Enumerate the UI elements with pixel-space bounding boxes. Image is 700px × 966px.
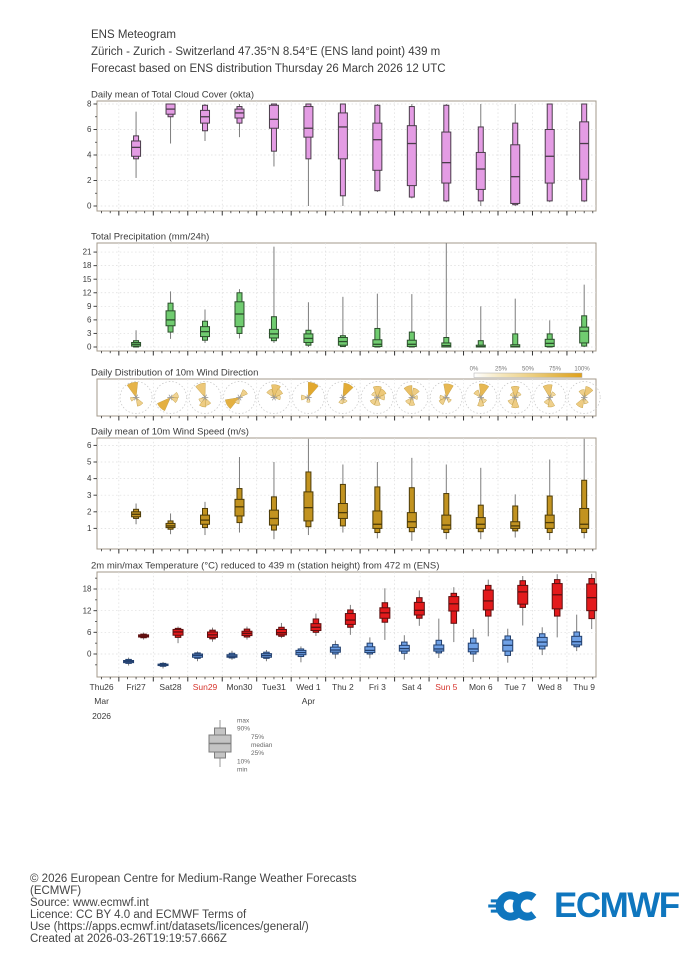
box-25-75	[235, 499, 244, 516]
boxplot-legend	[209, 718, 273, 774]
chart-temp	[83, 561, 597, 682]
chart-wind_dir	[91, 367, 600, 421]
licence-line-2: Use (https://apps.ecmwf.int/datasets/licences/general/)	[30, 921, 309, 933]
day-label: Thu 2	[332, 682, 354, 692]
footer	[30, 873, 357, 945]
box-25-75	[407, 340, 416, 346]
legend-label-min: min	[237, 766, 248, 774]
chart-title: Daily mean of 10m Wind Speed (m/s)	[91, 426, 249, 438]
day-label: Mon30	[226, 682, 253, 692]
y-tick-label: 0	[87, 201, 92, 211]
y-tick-label: 2	[87, 176, 92, 186]
box-25-75	[269, 105, 278, 128]
box-25-75	[304, 107, 313, 138]
y-tick-label: 18	[82, 261, 92, 271]
day-label: Thu26	[89, 682, 114, 692]
chart-title: Total Precipitation (mm/24h)	[91, 231, 210, 243]
wind-legend-gradient	[474, 373, 582, 378]
day-label: Mon 6	[468, 682, 493, 692]
chart-title: Daily Distribution of 10m Wind Direction	[91, 367, 259, 379]
box-25-75	[483, 590, 493, 610]
x-axis-labels	[90, 682, 596, 721]
box-25-75	[442, 132, 451, 183]
box-25-75	[373, 123, 382, 170]
page-title: ENS Meteogram	[91, 29, 177, 41]
y-tick-label: 2	[87, 507, 92, 517]
wind-legend-label: 75%	[548, 366, 562, 373]
box-25-75	[338, 113, 347, 159]
day-label-sunday: Sun 5	[435, 682, 458, 692]
box-25-75	[373, 511, 382, 528]
box-25-75	[407, 513, 416, 528]
day-label: Wed 1	[296, 682, 321, 692]
box-25-75	[338, 504, 347, 519]
day-label: Tue 7	[504, 682, 526, 692]
chart-title: Daily mean of Total Cloud Cover (okta)	[91, 89, 254, 101]
box-25-75	[518, 585, 528, 604]
y-tick-label: 12	[82, 288, 92, 298]
copyright-line-1: © 2026 European Centre for Medium-Range Weather Forecasts	[30, 873, 357, 885]
box-25-75	[468, 643, 478, 652]
day-label: Fri 3	[368, 682, 386, 692]
chart-cloud	[87, 90, 596, 216]
day-label-sunday: Sun29	[192, 682, 218, 692]
y-tick-label: 21	[82, 247, 92, 257]
box-25-75	[434, 645, 444, 651]
y-tick-label: 6	[87, 441, 92, 450]
month-label: Mar	[94, 696, 109, 706]
ecmwf-logo-text: ECMWF	[554, 886, 679, 925]
box-25-75	[580, 327, 589, 343]
ecmwf-logo	[487, 888, 679, 924]
chart-wind_speed	[87, 427, 596, 554]
day-label: Sat 4	[401, 682, 422, 692]
box-25-75	[476, 152, 485, 189]
box-25-75	[269, 510, 278, 525]
box-25-75	[476, 518, 485, 529]
y-tick-label: 6	[87, 125, 92, 135]
wind-legend-label: 50%	[521, 366, 535, 373]
day-label: Wed 8	[537, 682, 562, 692]
forecast-basis-line: Forecast based on ENS distribution Thursday 26 March 2026 12 UTC	[91, 63, 446, 75]
plot-frame	[97, 243, 596, 351]
box-25-75	[442, 343, 451, 347]
ecmwf-logo-mark	[487, 889, 549, 923]
box-25-75	[345, 614, 355, 625]
chart-precip	[83, 232, 596, 356]
box-25-75	[132, 141, 141, 156]
licence-line-1: Licence: CC BY 4.0 and ECMWF Terms of	[30, 909, 247, 921]
legend-label-max: max	[237, 717, 250, 725]
y-tick-label: 0	[87, 649, 92, 659]
y-tick-label: 15	[82, 274, 92, 284]
y-tick-label: 18	[82, 584, 92, 594]
legend-label-75: 75%	[251, 734, 265, 741]
box-25-75	[511, 522, 520, 529]
box-25-75	[552, 584, 562, 609]
month-label: Apr	[301, 696, 316, 706]
day-label: Thu 9	[573, 682, 596, 692]
day-label: Tue31	[262, 682, 286, 692]
y-tick-label: 5	[87, 457, 92, 467]
location-line: Zürich - Zurich - Switzerland 47.35°N 8.54°E (ENS land point) 439 m	[91, 46, 441, 58]
y-tick-label: 9	[87, 301, 92, 311]
day-label: Fri27	[126, 682, 146, 692]
legend-label-25: 25%	[251, 750, 265, 757]
y-tick-label: 6	[87, 315, 92, 325]
y-tick-label: 6	[87, 627, 92, 637]
box-25-75	[414, 602, 424, 615]
source-line: Source: www.ecmwf.int	[30, 897, 149, 909]
created-at-line: Created at 2026-03-26T19:19:57.666Z	[30, 933, 227, 945]
box-25-75	[511, 145, 520, 204]
legend-label-10: 10%	[237, 758, 251, 766]
legend-label-90: 90%	[237, 725, 251, 733]
box-25-75	[373, 340, 382, 347]
box-25-75	[304, 492, 313, 521]
y-tick-label: 4	[87, 474, 92, 484]
day-label: Sat28	[159, 682, 182, 692]
y-tick-label: 1	[87, 524, 92, 533]
y-tick-label: 8	[87, 99, 92, 109]
y-tick-label: 0	[87, 342, 92, 352]
wind-legend-label: 100%	[574, 366, 590, 373]
y-tick-label: 3	[87, 329, 92, 339]
box-25-75	[545, 515, 554, 528]
y-tick-label: 3	[87, 490, 92, 500]
legend-label-median: median	[251, 742, 273, 749]
wind-legend-label: 0%	[469, 366, 479, 373]
box-25-75	[580, 508, 589, 528]
y-tick-label: 4	[87, 150, 92, 160]
y-tick-label: 12	[82, 606, 92, 616]
box-25-75	[166, 311, 175, 326]
box-25-75	[365, 647, 375, 653]
copyright-line-2: (ECMWF)	[30, 885, 82, 897]
chart-title: 2m min/max Temperature (°C) reduced to 439 m (station height) from 472 m (ENS)	[91, 560, 440, 572]
plot-frame	[97, 438, 596, 549]
box-25-75	[572, 636, 582, 645]
wind-legend-label: 25%	[494, 366, 508, 373]
box-25-75	[580, 122, 589, 179]
box-25-75	[407, 126, 416, 186]
box-25-75	[442, 515, 451, 529]
year-label: 2026	[92, 711, 112, 721]
